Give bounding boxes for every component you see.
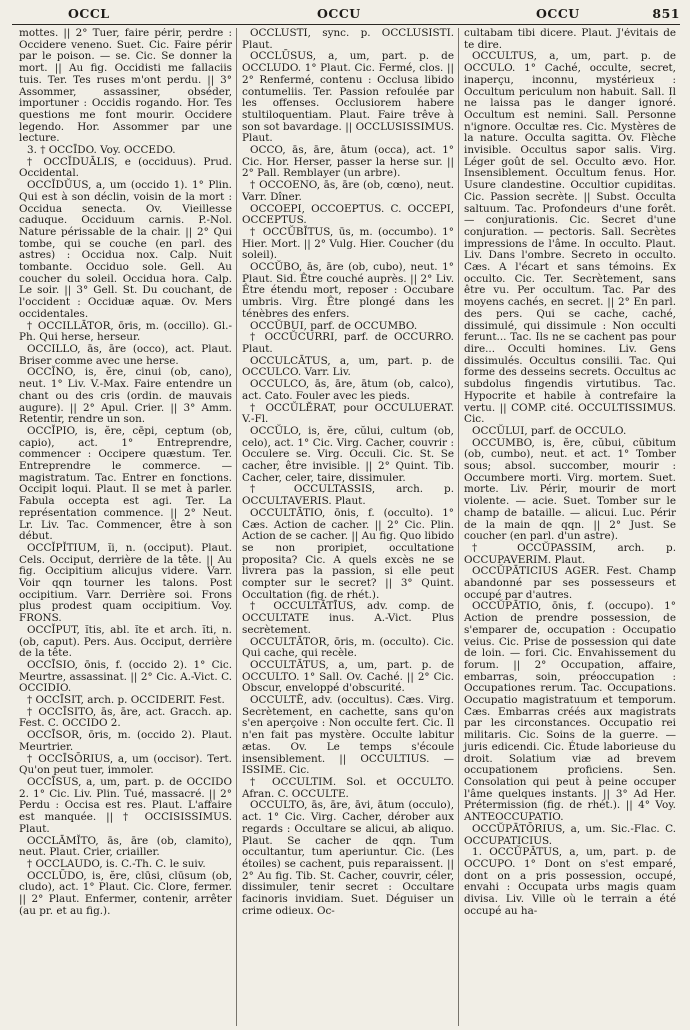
dictionary-entry: OCCULTĀTOR, ōris, m. (occulto). Cic. Qui cache, qui recèle. (242, 635, 454, 660)
dictionary-entry: 1. OCCŬPĀTUS, a, um, part. p. de OCCUPO. 1° Dont on s'est emparé, dont on a pris possession, occupé, envahi : Occupata urbs magis quam divisa. Liv. Ville où le terrain a été occupé au ha- (464, 846, 676, 917)
header-left-guideword: OCCL (68, 6, 110, 21)
dictionary-entry: OCCĪSOR, ōris, m. (occido 2). Plaut. Meurtrier. (19, 729, 232, 753)
dictionary-entry: OCCŬPĀTIO, ōnis, f. (occupo). 1° Action de prendre possession, de s'emparer de, occupation : Occupatio veius. Cic. Prise de possession qui date de loin. — fori. Cic. Envahissement du forum. || 2° Occupation, affaire, embarras, soin, préoccupation : Occupationes rerum. Tac. Occupations. Occupatio magistratuum et temporum. Cæs. Embarras créés aux magistrats par les circonstances. Occupatio rei militaris. Cic. Soins de la guerre. — juris edicendi. Cic. Étude laborieuse du droit. Solatium viæ ad brevem occupationem proficiens. Sen. Consolation qui peut à peine occuper l'âme quelques instants. || 3° Ad Her. Prétermission (fig. de rhét.). || 4° Voy. ANTEOCCUPATIO. (464, 600, 676, 824)
dictionary-entry: OCCĬPIO, is, ĕre, cēpi, ceptum (ob, capio), act. 1° Entreprendre, commencer : Occipere quæstum. Ter. Entreprendre le commerce. — magistratum. Tac. Entrer en fonctions. Occipit loqui. Plaut. Il se met à parler. Fabula occepta est agi. Ter. La représentation commence. || 2° Neut. Lr. Liv. Tac. Commencer, être à son début. (19, 424, 232, 543)
dictionary-entry: OCCULTĀTUS, a, um, part. p. de OCCULTO. 1° Sall. Ov. Caché. || 2° Cic. Obscur, enveloppé d'obscurité. (242, 658, 454, 695)
dictionary-entry: OCCILLO, ās, āre (occo), act. Plaut. Briser comme avec une herse. (19, 342, 232, 367)
dictionary-entry: OCCULTUS, a, um, part. p. de OCCULO. 1° Caché, occulte, secret, inaperçu, inconnu, mystérieux : Occultum periculum non habuit. Sall. Il ne laissa pas le danger ignoré. Occultum est nemini. Sall. Personne n'ignore. Occultæ res. Cic. Mystères de la nature. Occulta sagitta. Ov. Flèche invisible. Occultus sapor salis. Virg. Léger goût de sel. Occulto ævo. Hor. Insensiblement. Occultum fenus. Hor. Usure clandestine. Occultior cupiditas. Cic. Passion secrète. || Subst. Occulta saltuum. Tac. Profondeurs d'une forêt. — conjurationis. Cic. Secret d'une conjuration. — pectoris. Sall. Secrètes impressions de l'âme. In occulto. Plaut. Liv. Dans l'ombre. Secreto in occulto. Cæs. A l'écart et sans témoins. Ex occulto. Cic. Ter. Secrètement, sans être vu. Per occultum. Tac. Par des moyens cachés, en secret. || 2° En parl. des pers. Qui se cache, caché, dissimulé, qui dissimule : Non occulti ferunt... Tac. Ils ne se cachent pas pour dire... Occulti homines. Liv. Gens dissimulés. Occultus consilii. Tac. Qui forme des desseins secrets. Occultus ac subdolus fingendis virtutibus. Tac. Hypocrite et habile à contrefaire la vertu. || COMP. cité. OCCULTISSIMUS. Cic. (464, 50, 676, 426)
dictionary-entry: OCCUMBO, is, ĕre, cŭbui, cŭbitum (ob, cumbo), neut. et act. 1° Tomber sous; absol. succomber, mourir : Occumbere morti. Virg. mortem. Suet. morte. Liv. Périr, mourir de mort violente. — acie. Suet. Tomber sur le champ de bataille. — alicui. Luc. Périr de la main de qqn. || 2° Just. Se coucher (en parl. d'un astre). (464, 436, 676, 543)
dictionary-columns (14, 28, 682, 1026)
dictionary-entry: OCCLŪSUS, a, um, part. p. de OCCLUDO. 1° Plaut. Cic. Fermé, clos. || 2° Renfermé, contenu : Occlusa libido contumeliis. Ter. Passion refoulée par les offenses. Occlusiorem habere stultiloquentiam. Plaut. Faire trêve à son sot bavardage. || OCCLUSISSIMUS. Plaut. (242, 50, 454, 145)
dictionary-entry: † OCCĪSITO, ās, āre, act. Gracch. ap. Fest. C. OCCIDO 2. (19, 705, 232, 730)
dictionary-entry: OCCULTĀTIO, ōnis, f. (occulto). 1° Cæs. Action de cacher. || 2° Cic. Plin. Action de se cacher. || Au fig. Quo libido se non proripiet, occultatione proposita? Cic. A quels excès ne se livrera pas la passion, si elle peut compter sur le secret? || 3° Quint. Occultation (fig. de rhét.). (242, 506, 454, 601)
dictionary-entry: OCCŬLO, is, ĕre, cŭlui, cultum (ob, celo), act. 1° Cic. Virg. Cacher, couvrir : Occulere se. Virg. Occuli. Cic. St. Se cacher, être invisible. || 2° Quint. Tib. Cacher, celer, taire, dissimuler. (242, 424, 454, 484)
dictionary-entry: OCCĬDŬUS, a, um (occido 1). 1° Plin. Qui est à son déclin, voisin de la mort : Occidua senecta. Ov. Vieillesse caduque. Occiduum carnis. P.-Nol. Nature périssable de la chair. || 2° Qui tombe, qui se couche (en parl. des astres) : Occidua nox. Calp. Nuit tombante. Occiduo sole. Gell. Au coucher du soleil. Occidua hora. Calp. Le soir. || 3° Gell. St. Du couchant, de l'occident : Occiduæ aquæ. Ov. Mers occidentales. (19, 179, 232, 320)
dictionary-entry: † OCCŬLĔRAT, pour OCCULUERAT. V.-Fl. (242, 401, 454, 426)
header-right-guideword: OCCU (536, 6, 580, 21)
page-number: 851 (652, 6, 680, 21)
dictionary-entry: † OCCILLĀTOR, ōris, m. (occillo). Gl.-Ph. Qui herse, herseur. (19, 319, 232, 344)
dictionary-entry: † OCCŬBĬTUS, ūs, m. (occumbo). 1° Hier. Mort. || 2° Vulg. Hier. Coucher (du soleil). (242, 225, 454, 262)
dictionary-entry: 3. † OCCĪDO. Voy. OCCEDO. (27, 144, 176, 157)
header-rule (12, 24, 680, 25)
dictionary-entry: OCCŬLUI, parf. de OCCULO. (472, 424, 627, 437)
dictionary-entry: OCCĬNO, is, ĕre, cinui (ob, cano), neut. 1° Liv. V.-Max. Faire entendre un chant ou des cris (ordin. de mauvais augure). || 2° Apul. Crier. || 3° Amm. Retentir, rendre un son. (19, 366, 232, 426)
dictionary-entry: † OCCULTIM. Sol. et OCCULTO. Afran. C. OCCULTE. (242, 776, 454, 800)
dictionary-entry: † OCCĪSŌRIUS, a, um (occisor). Tert. Qu'on peut tuer, immoler. (19, 752, 232, 777)
header-center-guideword: OCCU (317, 6, 361, 21)
dictionary-entry: OCCULCĀTUS, a, um, part. p. de OCCULCO. Varr. Liv. (242, 354, 454, 379)
dictionary-entry: OCCĪSIO, ōnis, f. (occido 2). 1° Cic. Meurtre, assassinat. || 2° Cic. A.-Vict. C. OCCIDIO. (19, 658, 232, 695)
dictionary-entry: OCCĬPUT, ĭtis, abl. ĭte et arch. ĭti, n. (ob, caput). Pers. Aus. Occiput, derrière de la tête. (19, 623, 232, 660)
dictionary-entry: OCCĪSUS, a, um, part. p. de OCCIDO 2. 1° Cic. Liv. Plin. Tué, massacré. || 2° Perdu : Occisa est res. Plaut. L'affaire est manquée. || † OCCISISSIMUS. Plaut. (19, 776, 232, 835)
dictionary-entry: OCCULCO, ās, āre, ātum (ob, calco), act. Cato. Fouler avec les pieds. (242, 378, 454, 402)
column-left (14, 28, 236, 1026)
dictionary-entry: cultabam tibi dicere. Plaut. J'évitais de te dire. (464, 28, 676, 51)
dictionary-entry: OCCO, ās, āre, ātum (occa), act. 1° Cic. Hor. Herser, passer la herse sur. || 2° Pall. Remblayer (un arbre). (242, 144, 454, 180)
dictionary-entry: † OCCULTĀTĪUS, adv. comp. de OCCULTATE inus. A.-Vict. Plus secrètement. (242, 600, 454, 636)
running-header (12, 6, 680, 24)
dictionary-entry: OCCULTĒ, adv. (occultus). Cæs. Virg. Secrètement, en cachette, sans qu'on s'en aperçoive : Non occulte fert. Cic. Il n'en fait pas mystère. Occulte labitur ætas. Ov. Le temps s'écoule insensiblement. || OCCULTIUS. — ISSIME. Cic. (242, 694, 454, 777)
dictionary-entry: † OCCULTASSIS, arch. p. OCCULTAVERIS. Plaut. (242, 483, 454, 508)
dictionary-entry: OCCŬBUI, parf. de OCCUMBO. (250, 319, 418, 332)
dictionary-entry: OCCŬPĀTŌRIUS, a, um. Sic.-Flac. C. OCCUPATICIUS. (464, 822, 676, 847)
dictionary-entry: † OCCĬDUĀLIS, e (occiduus). Prud. Occidental. (19, 155, 232, 180)
dictionary-entry: OCCOEPI, OCCOEPTUS. C. OCCEPI, OCCEPTUS. (242, 202, 454, 227)
dictionary-entry: † OCCĪSIT, arch. p. OCCIDERIT. Fest. (27, 694, 225, 707)
dictionary-entry: OCCLUSTI, sync. p. OCCLUSISTI. Plaut. (242, 28, 454, 51)
dictionary-entry: † OCCLAUDO, is. C.-Th. C. le suiv. (27, 857, 206, 870)
dictionary-entry: † OCCŬCURRI, parf. de OCCURRO. Plaut. (242, 331, 454, 355)
dictionary-entry: OCCLĀMĬTO, ās, āre (ob, clamito), neut. Plaut. Crier, criailler. (19, 834, 232, 859)
dictionary-entry: OCCŬBO, ās, āre (ob, cubo), neut. 1° Plaut. Sid. Être couché auprès. || 2° Liv. Être étendu mort, reposer : Occubare umbris. Virg. Être plongé dans les ténèbres des enfers. (242, 261, 454, 320)
dictionary-entry: † OCCOENO, ās, āre (ob, cœno), neut. Varr. Dîner. (242, 179, 454, 203)
dictionary-entry: OCCULTO, ās, āre, āvi, ātum (occulo), act. 1° Cic. Virg. Cacher, dérober aux regards : Occultare se alicui, ab aliquo. Plaut. Se cacher de qqn. Tum occultantur, tum aperiuntur. Cic. (Les étoiles) se cachent, puis reparaissent. || 2° Au fig. Tib. St. Cacher, couvrir, céler, dissimuler, tenir secret : Occultare facinoris invidiam. Suet. Déguiser un crime odieux. Oc- (242, 799, 454, 917)
dictionary-entry: OCCĬPĬTIUM, ĭi, n. (occiput). Plaut. Cels. Occiput, derrière de la tête. || Au fig. Occipitium alicujus videre. Varr. Voir qqn tourner les talons. Post occipitium. Varr. Derrière soi. Frons plus prodest quam occipitium. Voy. FRONS. (19, 541, 232, 625)
dictionary-entry: OCCLŪDO, is, ĕre, clūsi, clūsum (ob, cludo), act. 1° Plaut. Cic. Clore, fermer. || 2° Plaut. Enfermer, contenir, arrêter (au pr. et au fig.). (19, 869, 232, 917)
column-middle (236, 28, 458, 1026)
column-right (458, 28, 680, 1026)
dictionary-entry: mottes. || 2° Tuer, faire périr, perdre : Occidere veneno. Suet. Cic. Faire périr par le poison. — se. Cic. Se donner la mort. || Au fig. Occidisti me fallaciis tuis. Ter. Tes ruses m'ont perdu. || 3° Assommer, assassiner, obséder, importuner : Occidis rogando. Hor. Tes questions me font mourir. Occidere legendo. Hor. Assommer par une lecture. (19, 28, 232, 145)
dictionary-entry: OCCŬPĀTICIUS AGER. Fest. Champ abandonné par ses possesseurs et occupé par d'autres. (464, 565, 676, 601)
dictionary-entry: † OCCŬPASSIM, arch. p. OCCUPAVERIM. Plaut. (464, 541, 676, 566)
